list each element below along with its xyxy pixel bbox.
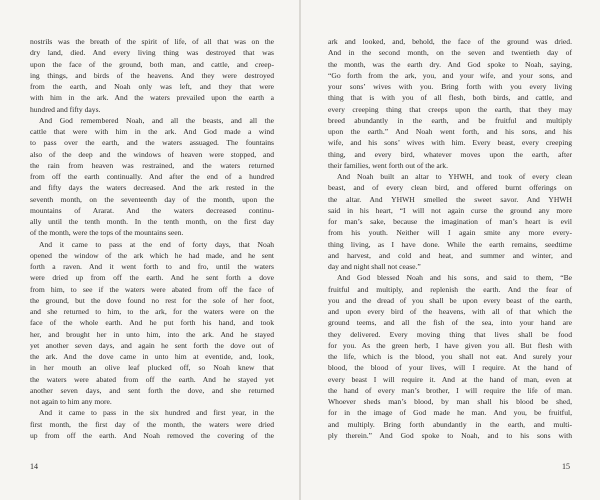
text-line: And it came to pass in the six hundred and first year, in the bbox=[39, 408, 274, 418]
text-line: seventh month, on the seventeenth day of the month, upon the bbox=[30, 194, 274, 204]
text-line: Whoever sheds man’s blood, by man shall his blood be shed, bbox=[328, 397, 572, 406]
text-line: up from off the earth. And Noah removed the covering of the bbox=[30, 430, 274, 440]
text-line: upon the earth.” And Noah went forth, and his sons, and his bbox=[328, 127, 572, 136]
text-line: they delivered. Every moving thing that lives shall be food bbox=[328, 329, 572, 339]
text-line: also of the deep and the windows of heaven were stopped, and bbox=[30, 149, 274, 159]
text-line: thing living, as I have done. While the earth remains, seedtime bbox=[328, 239, 572, 249]
text-line: the ground, but the dove found no rest for the sole of her foot, bbox=[30, 295, 274, 305]
text-line: from the earth, and Noah only was left, and they that were bbox=[30, 82, 274, 91]
text-line: forth a raven. And it went forth to and fro, until the waters bbox=[30, 262, 274, 271]
book-gutter bbox=[299, 0, 301, 500]
text-line: ing things, and birds of the heavens. And they were destroyed bbox=[30, 70, 274, 80]
text-line: hundred and fifty days. bbox=[30, 104, 101, 114]
text-line: day and night shall not cease.” bbox=[328, 262, 421, 271]
text-line: dry land, died. And every living thing was destroyed that was bbox=[30, 48, 274, 58]
text-line: the life, which is the blood, you shall not eat. And surely your bbox=[328, 352, 572, 361]
text-line: ally until the tenth month. In the tenth month, on the first day bbox=[30, 217, 274, 226]
left-page-text bbox=[30, 36, 274, 441]
text-line: mountains of Ararat. And the waters decreased continu- bbox=[30, 205, 274, 215]
text-line: every beast I will require it. And at the hand of man, even at bbox=[328, 374, 572, 384]
text-line: fruitful and multiply, and replenish the earth. And the fear of bbox=[328, 284, 572, 294]
text-line: with him in the ark. And the waters prevailed upon the earth a bbox=[30, 93, 274, 103]
text-line: and fifty days the waters decreased. And the ark rested in the bbox=[30, 183, 274, 193]
text-line: first month, the first day of the month, the waters were dried bbox=[30, 419, 274, 429]
text-line: your sons’ wives with you. Bring forth with you every living bbox=[328, 82, 572, 91]
text-line: in her mouth an olive leaf plucked off, so Noah knew that bbox=[30, 363, 274, 373]
text-line: And God remembered Noah, and all the beasts, and all the bbox=[39, 115, 274, 125]
text-line: ground teems, and all the fish of the sea, into your hand are bbox=[328, 318, 572, 328]
text-line: of the month, were the tops of the mountains seen. bbox=[30, 228, 184, 238]
text-line: And it came to pass at the end of forty days, that Noah bbox=[39, 239, 274, 249]
text-line: blood, the blood of your lives, will I require. At the hand of bbox=[328, 363, 572, 373]
text-line: face of the whole earth. And he put forth his hand, and took bbox=[30, 318, 274, 328]
text-line: the hand of every man’s brother, I will require the life of man. bbox=[328, 385, 572, 395]
text-line: and multiply. Bring forth abundantly in the earth, and multi- bbox=[328, 419, 572, 429]
text-line: and upon every bird of the heavens, with all of that which the bbox=[328, 307, 572, 316]
text-line: the ark. And the dove came in unto him at eventide, and, look, bbox=[30, 352, 274, 361]
text-line: ark and looked, and, behold, the face of the ground was dried. bbox=[328, 37, 572, 46]
text-line: for you. As the green herb, I have given you all. But flesh with bbox=[328, 340, 572, 350]
text-line: their families, went forth out of the ark. bbox=[328, 160, 448, 170]
text-line: thing that is with you of all flesh, both birds, and cattle, and bbox=[328, 93, 572, 103]
text-line: the altar. And YHWH smelled the sweet savor. And YHWH bbox=[328, 194, 572, 204]
text-line: “Go forth from the ark, you, and your wife, and your sons, and bbox=[328, 70, 572, 80]
text-line: for in the image of God made he man. And you, be fruitful, bbox=[328, 408, 572, 418]
text-line: her, and brought her in unto him, into the ark. And he stayed bbox=[30, 329, 274, 339]
left-page-number: 14 bbox=[30, 462, 38, 471]
right-page-text bbox=[328, 36, 572, 441]
text-line: And Noah built an altar to YHWH, and took of every clean bbox=[337, 172, 572, 181]
right-page-number: 15 bbox=[562, 462, 570, 471]
text-line: And in the second month, on the seven and twentieth day of bbox=[328, 48, 572, 58]
text-line: from his youth. Neither will I again smite any more every- bbox=[328, 228, 572, 238]
text-line: yet another seven days, and again he sent forth the dove out of bbox=[30, 340, 274, 350]
text-line: from off the earth continually. And after the end of a hundred bbox=[30, 172, 274, 181]
text-line: wife, and his sons’ wives with him. Every beast, every creeping bbox=[328, 138, 572, 148]
text-line: and she returned to him, to the ark, for the waters were on the bbox=[30, 307, 274, 316]
text-line: beast, and of every clean bird, and offered burnt offerings on bbox=[328, 183, 572, 193]
text-line: cattle that were with him in the ark. And God made a wind bbox=[30, 127, 274, 136]
text-line: upon the face of the ground, both man, and cattle, and creep- bbox=[30, 59, 274, 69]
text-line: said in his heart, “I will not again curse the ground any more bbox=[328, 205, 572, 215]
text-line: thing, and every bird, whatever moves upon the earth, after bbox=[328, 149, 572, 159]
text-line: for man’s sake, because the imagination of man’s heart is evil bbox=[328, 217, 572, 226]
text-line: were dried up from off the earth. And he sent forth a dove bbox=[30, 273, 274, 283]
text-line: the rain from heaven was restrained, and the waters returned bbox=[30, 160, 274, 170]
text-line: the waters were abated from off the earth. And he stayed yet bbox=[30, 374, 274, 384]
text-line: from him, to see if the waters were abated from off the face of bbox=[30, 284, 274, 294]
text-line: opened the window of the ark which he had made, and he sent bbox=[30, 250, 274, 260]
text-line: you and the dread of you shall be upon every beast of the earth, bbox=[328, 295, 572, 305]
text-line: and harvest, and cold and heat, and summer and winter, and bbox=[328, 250, 572, 260]
text-line: the month, was the earth dry. And God spoke to Noah, saying, bbox=[328, 59, 572, 69]
text-line: And God blessed Noah and his sons, and said to them, “Be bbox=[337, 273, 572, 283]
text-line: not again to him any more. bbox=[30, 397, 112, 406]
text-line: nostrils was the breath of the spirit of life, of all that was on the bbox=[30, 37, 274, 46]
text-line: breed abundantly in the earth, and be fruitful and multiply bbox=[328, 115, 572, 125]
text-line: every creeping thing that creeps upon the earth, that they may bbox=[328, 104, 572, 114]
text-line: another seven days, and sent forth the dove, and she returned bbox=[30, 385, 274, 395]
text-line: ply therein.” And God spoke to Noah, and to his sons with bbox=[328, 430, 572, 440]
text-line: to pass over the earth, and the waters assuaged. The fountains bbox=[30, 138, 274, 148]
